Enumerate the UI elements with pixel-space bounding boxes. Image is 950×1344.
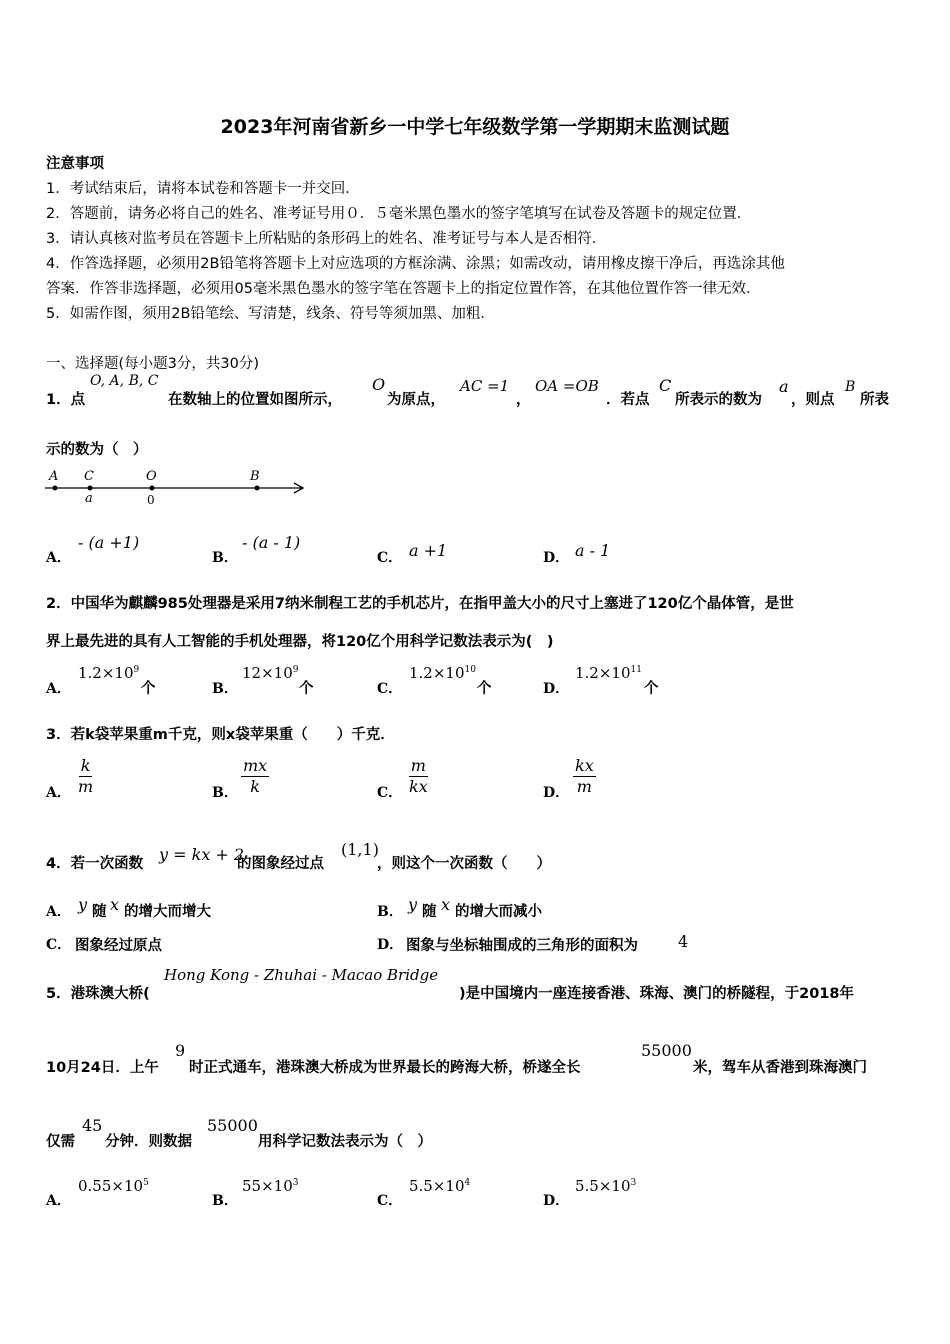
axis-value-a: a xyxy=(85,491,93,506)
q2-option-label: C． xyxy=(377,681,403,697)
q3-option-a-fraction: $\frac{k}{m}$ xyxy=(78,756,94,796)
q5-english-name: Hong Kong - Zhuhai - Macao Bridge xyxy=(164,966,439,984)
notice-item: 2．答题前，请务必将自己的姓名、准考证号用０．５毫米黑色墨水的签字笔填写在试卷及答题卡的规定位置． xyxy=(46,206,752,222)
q1-option-label: C． xyxy=(377,550,403,566)
axis-label-o: O xyxy=(146,469,157,484)
q5-option-label: B． xyxy=(212,1193,238,1209)
q1-b: B xyxy=(845,379,856,395)
q5-option-a: $0.55\times 10^5$ xyxy=(78,1177,149,1195)
q5-option-label: C． xyxy=(377,1193,403,1209)
q1-text: 为原点， xyxy=(387,392,445,408)
q2-unit: 个 xyxy=(299,681,314,697)
q1-text: 示的数为（ ） xyxy=(46,442,148,458)
q4-option-label: D． xyxy=(377,937,404,953)
q2-option-label: B． xyxy=(212,681,238,697)
q5-option-b: $55\times 10^3$ xyxy=(242,1177,299,1195)
q1-text: 所表 xyxy=(860,392,889,408)
page-title: 2023年河南省新乡一中学七年级数学第一学期期末监测试题 xyxy=(220,116,730,138)
axis-label-c: C xyxy=(84,469,94,484)
q5-text: 时正式通车，港珠澳大桥成为世界最长的跨海大桥，桥遂全长 xyxy=(189,1060,581,1076)
q1-c: C xyxy=(659,376,672,395)
q4-text: ，则这个一次函数（ ） xyxy=(377,856,551,872)
q4-point: (1,1) xyxy=(341,840,379,859)
q4-text: 4．若一次函数 xyxy=(46,856,144,872)
q5-text: 10月24日．上午 xyxy=(46,1060,159,1076)
q3-option-label: A． xyxy=(46,785,71,801)
q3-option-d-fraction: $\frac{kx}{m}$ xyxy=(575,756,594,796)
q5-text: 仅需 xyxy=(46,1134,75,1150)
q5-option-label: D． xyxy=(543,1193,570,1209)
q4-text: 的图象经过点 xyxy=(237,856,324,872)
q1-option-c: a +1 xyxy=(409,541,448,560)
q5-option-d: $5.5\times 10^3$ xyxy=(575,1177,637,1195)
q1-oaob: OA =OB xyxy=(535,377,599,395)
q5-text: 分钟．则数据 xyxy=(105,1134,192,1150)
q2-unit: 个 xyxy=(477,681,492,697)
q1-option-label: D． xyxy=(543,550,570,566)
q1-origin: O xyxy=(372,375,386,394)
notice-item: 5．如需作图，须用2B铅笔绘、写清楚，线条、符号等须加黑、加粗． xyxy=(46,306,495,322)
q3-option-label: B． xyxy=(212,785,238,801)
q1-option-label: A． xyxy=(46,550,71,566)
q4-option-label: C． xyxy=(46,937,72,953)
q1-option-a: - (a +1) xyxy=(78,533,140,552)
q1-option-label: B． xyxy=(212,550,238,566)
q2-unit: 个 xyxy=(644,681,659,697)
axis-value-zero: 0 xyxy=(147,493,155,507)
q2-option-c: $1.2\times 10^{10}$ xyxy=(409,664,476,682)
q1-text: 在数轴上的位置如图所示， xyxy=(168,392,342,408)
axis-label-b: B xyxy=(250,469,260,484)
q5-option-c: $5.5\times 10^4$ xyxy=(409,1177,471,1195)
q1-number: 1．点 xyxy=(46,392,86,408)
q1-a: a xyxy=(779,377,789,396)
q2-option-a: $1.2\times 10^9$ xyxy=(78,664,140,682)
q2-text: 2．中国华为麒麟985处理器是采用7纳米制程工艺的手机芯片，在指甲盖大小的尺寸上塞进了120亿个晶体管，是世 xyxy=(46,596,794,612)
q4-option-label: B． xyxy=(377,904,403,920)
q2-option-label: A． xyxy=(46,681,71,697)
q3-option-b-fraction: $\frac{mx}{k}$ xyxy=(243,756,268,796)
q3-option-label: C． xyxy=(377,785,403,801)
q5-text: 5．港珠澳大桥( xyxy=(46,986,150,1002)
q3-text: 3．若k袋苹果重m千克，则x袋苹果重（ ）千克． xyxy=(46,727,395,743)
notice-item: 1．考试结束后，请将本试卷和答题卡一并交回． xyxy=(46,181,360,197)
axis-label-a: A xyxy=(49,469,59,484)
q3-option-c-fraction: $\frac{m}{kx}$ xyxy=(409,756,428,796)
q5-text: )是中国境内一座连接香港、珠海、澳门的桥隧程，于2018年 xyxy=(459,986,854,1002)
q2-option-label: D． xyxy=(543,681,570,697)
notice-item: 3．请认真核对监考员在答题卡上所粘贴的条形码上的姓名、准考证号与本人是否相符． xyxy=(46,231,607,247)
notice-heading: 注意事项 xyxy=(46,156,104,172)
q1-text: ，则点 xyxy=(791,392,835,408)
q5-text: 用科学记数法表示为（ ） xyxy=(258,1134,432,1150)
section-heading: 一、选择题(每小题3分，共30分) xyxy=(46,356,259,372)
q1-points: O, A, B, C xyxy=(90,373,159,389)
q2-option-b: $12\times 10^9$ xyxy=(242,664,299,682)
q2-text: 界上最先进的具有人工智能的手机处理器，将120亿个用科学记数法表示为( ) xyxy=(46,634,554,650)
q1-ac: AC =1 xyxy=(460,377,510,395)
q4-function: y = kx + 2 xyxy=(159,845,245,864)
q5-text: 米，驾车从香港到珠海澳门 xyxy=(693,1060,867,1076)
q2-option-d: $1.2\times 10^{11}$ xyxy=(575,664,642,682)
notice-item: 4．作答选择题，必须用2B铅笔将答题卡上对应选项的方框涂满、涂黑；如需改动，请用橡皮擦干净后，再选涂其他 xyxy=(46,256,785,272)
q1-text: ， xyxy=(516,392,531,408)
q1-option-b: - (a - 1) xyxy=(242,533,301,552)
number-line-figure xyxy=(40,464,315,512)
q1-text: 所表示的数为 xyxy=(675,392,762,408)
q3-option-label: D． xyxy=(543,785,570,801)
q1-text: ．若点 xyxy=(606,392,650,408)
q1-option-d: a - 1 xyxy=(575,541,611,560)
notice-item: 答案．作答非选择题，必须用05毫米黑色墨水的签字笔在答题卡上的指定位置作答，在其他位置作答一律无效． xyxy=(46,281,761,297)
q4-option-label: A． xyxy=(46,904,71,920)
q2-unit: 个 xyxy=(141,681,156,697)
q5-option-label: A． xyxy=(46,1193,71,1209)
